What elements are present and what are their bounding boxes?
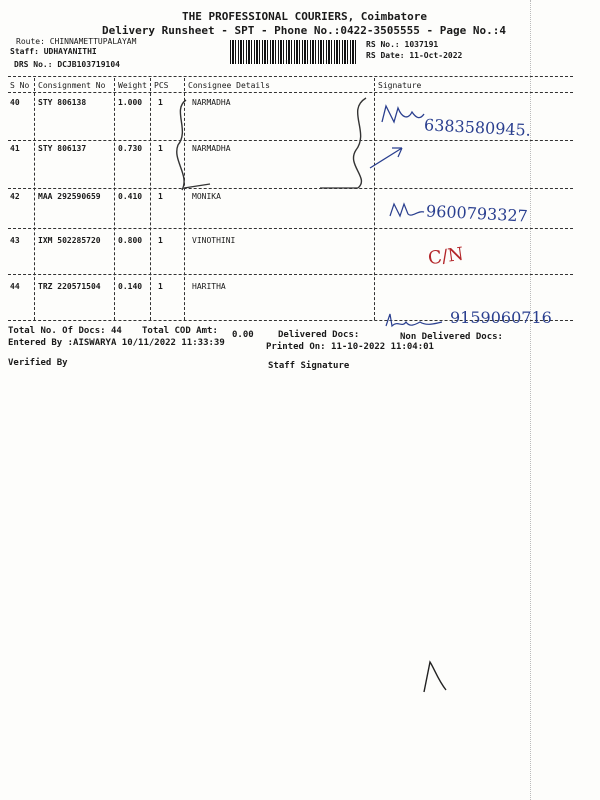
route-label: Route: CHINNAMETTUPALAYAM [16, 37, 137, 46]
row-weight: 0.410 [118, 192, 143, 201]
handwritten-name-mark [388, 198, 428, 222]
entered-by: Entered By :AISWARYA 10/11/2022 11:33:39 [8, 338, 225, 348]
row-consignee: NARMADHA [192, 98, 231, 107]
row-weight: 0.730 [118, 144, 143, 153]
row-pcs: 1 [158, 236, 163, 245]
row-consignment: STY 806138 [38, 98, 87, 107]
row-consignment: IXM 502285720 [38, 236, 101, 245]
row-pcs: 1 [158, 144, 163, 153]
row-sno: 41 [10, 144, 20, 153]
row-sno: 43 [10, 236, 20, 245]
non-delivered-docs: Non Delivered Docs: [400, 332, 503, 342]
table-top-rule [8, 76, 573, 77]
col-header-sno: S No [10, 81, 30, 90]
column-divider [34, 78, 35, 320]
row-sno: 44 [10, 282, 20, 291]
col-header-pcs: PCS [154, 81, 169, 90]
row-weight: 1.000 [118, 98, 143, 107]
barcode [230, 40, 358, 64]
row-sno: 40 [10, 98, 20, 107]
col-header-weight: Weight [118, 81, 147, 90]
row-consignee: VINOTHINI [192, 236, 236, 245]
handwritten-cn-mark: C/N [426, 243, 465, 270]
row-consignment: MAA 292590659 [38, 192, 101, 201]
total-cod-label: Total COD Amt: [142, 326, 218, 336]
row-consignee: NARMADHA [192, 144, 231, 153]
row-pcs: 1 [158, 282, 163, 291]
rs-date: RS Date: 11-Oct-2022 [366, 51, 463, 60]
row-consignee: HARITHA [192, 282, 226, 291]
handwritten-phone-3: 9159060716 [450, 308, 552, 327]
col-header-consignment: Consignment No [38, 81, 106, 90]
staff-label: Staff: UDHAYANITHI [10, 47, 97, 56]
row-consignment: TRZ 220571504 [38, 282, 101, 291]
row-divider [8, 274, 573, 275]
row-consignee: MONIKA [192, 192, 221, 201]
col-header-consignee: Consignee Details [188, 81, 270, 90]
col-header-signature: Signature [378, 81, 422, 90]
pen-stroke-mark [420, 658, 450, 694]
handwritten-phone-1: 6383580945. [423, 115, 532, 140]
printed-on: Printed On: 11-10-2022 11:04:01 [266, 342, 434, 352]
staff-signature: Staff Signature [268, 361, 350, 371]
handwritten-name-mark [384, 312, 444, 332]
column-divider [150, 78, 151, 320]
handwritten-name-mark [378, 100, 428, 130]
column-divider [114, 78, 115, 320]
total-docs: Total No. Of Docs: 44 [8, 326, 122, 336]
row-consignment: STY 806137 [38, 144, 87, 153]
handwritten-bracket [170, 90, 410, 200]
row-divider [8, 228, 573, 229]
drs-number: DRS No.: DCJB103719104 [14, 60, 120, 69]
rs-number: RS No.: 1037191 [366, 40, 439, 49]
verified-by: Verified By [8, 358, 68, 368]
runsheet-subtitle: Delivery Runsheet - SPT - Phone No.:0422-3505555 - Page No.:4 [102, 24, 506, 37]
company-title: THE PROFESSIONAL COURIERS, Coimbatore [182, 10, 428, 23]
delivered-docs: Delivered Docs: [278, 330, 360, 340]
row-pcs: 1 [158, 192, 163, 201]
row-weight: 0.140 [118, 282, 143, 291]
row-weight: 0.800 [118, 236, 143, 245]
total-cod-value: 0.00 [232, 330, 254, 340]
row-sno: 42 [10, 192, 20, 201]
row-pcs: 1 [158, 98, 163, 107]
handwritten-phone-2: 9600793327 [425, 201, 529, 226]
